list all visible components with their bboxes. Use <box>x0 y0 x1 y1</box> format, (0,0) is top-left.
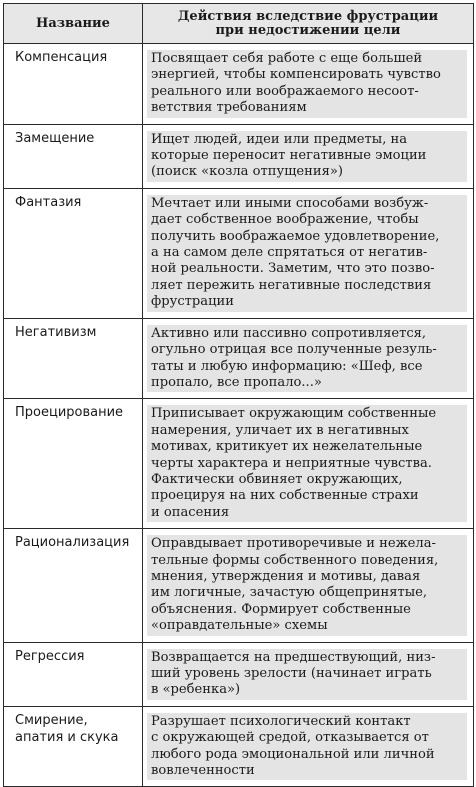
table-row <box>4 124 474 188</box>
row-action: Мечтает или иными способами возбуж- дает собственное воображение, чтобы получить воображаемое удовлетворение, а на самом деле спрятаться от негатив- ной реальности. Заметим, что это позво- ляет пережить негативные последствия фрустрации <box>147 195 467 312</box>
row-action-cell <box>143 124 474 188</box>
row-action: Ищет людей, идеи или предметы, на которые переносит негативные эмоции (поиск «козла отпущения») <box>147 131 467 182</box>
row-action: Оправдывает противоречивые и нежела- тельные формы собственного поведения, мнения, утверждения и мотивы, давая им логичные, зачастую общепринятые, объяснения. Формирует собственные «оправдательные» схемы <box>147 535 467 635</box>
row-action-cell <box>143 44 474 125</box>
frustration-table <box>3 3 474 787</box>
row-name: Компенсация <box>4 44 143 125</box>
row-action-cell <box>143 529 474 642</box>
table-row <box>4 529 474 642</box>
table-row <box>4 642 474 706</box>
table-row <box>4 399 474 529</box>
header-actions: Действия вследствие фрустрации при недостижении цели <box>143 4 474 44</box>
header-name: Название <box>4 4 143 44</box>
row-name: Негативизм <box>4 318 143 399</box>
row-name: Рационализация <box>4 529 143 642</box>
row-name: Смирение, апатия и скука <box>4 706 143 787</box>
row-action-cell <box>143 399 474 529</box>
table-header-row <box>4 4 474 44</box>
row-action-cell <box>143 642 474 706</box>
row-name: Проецирование <box>4 399 143 529</box>
row-name: Замещение <box>4 124 143 188</box>
row-name: Регрессия <box>4 642 143 706</box>
row-action-cell <box>143 706 474 787</box>
row-action: Посвящает себя работе с еще большей энергией, чтобы компенсировать чувство реального или воображаемого несоот- ветствия требованиям <box>147 50 467 118</box>
row-action: Активно или пассивно сопротивляется, огульно отрицая все полученные резуль- таты и любую информацию: «Шеф, все пропало, все пропало...» <box>147 325 467 393</box>
row-action: Разрушает психологический контакт с окружающей средой, отказывается от любого рода эмоциональной или личной вовлеченности <box>147 713 467 781</box>
row-action-cell <box>143 318 474 399</box>
row-action: Возвращается на предшествующий, низ- ший уровень зрелости (начинает играть в «ребенка») <box>147 649 467 700</box>
row-action: Приписывает окружающим собственные намерения, уличает их в негативных мотивах, критикует их нежелательные черты характера и неприятные чувства. Фактически обвиняет окружающих, проецируя на них собственные страхи и опасения <box>147 405 467 522</box>
table-row <box>4 318 474 399</box>
table-row <box>4 188 474 318</box>
row-action-cell <box>143 188 474 318</box>
table-row <box>4 44 474 125</box>
table-row <box>4 706 474 787</box>
row-name: Фантазия <box>4 188 143 318</box>
